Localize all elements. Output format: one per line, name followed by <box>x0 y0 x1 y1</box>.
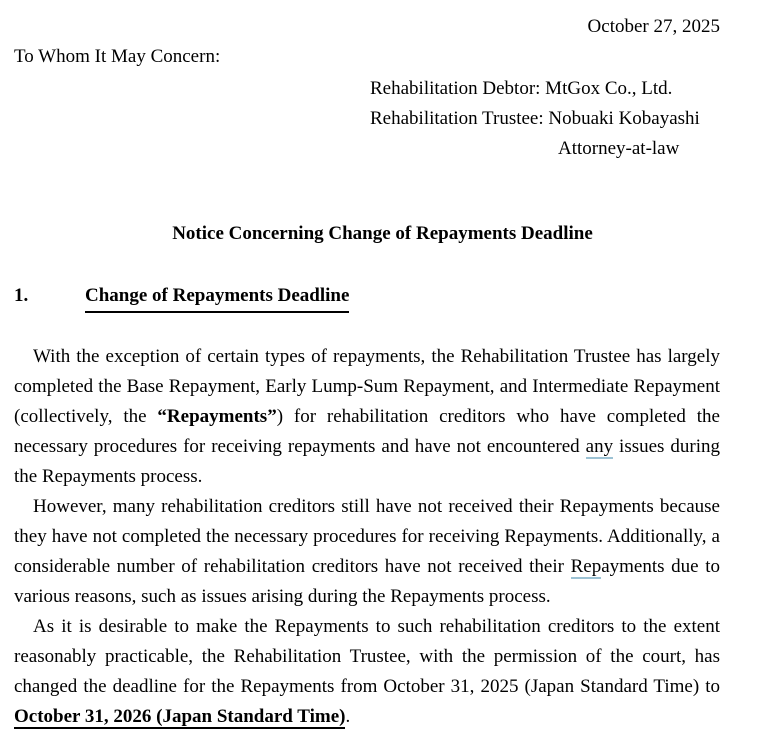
paragraph-1-text: With the exception of certain types of repayments, the Rehabilitation Trustee has largely completed the Base Repayment, Early Lump-Sum Repayment, and Intermediate Repayment (collectively, the <box>14 346 720 427</box>
debtor-line: Rehabilitation Debtor: MtGox Co., Ltd. <box>370 78 673 99</box>
paragraph-3-text: . <box>345 706 351 727</box>
section-number: 1. <box>14 285 29 306</box>
paragraph-2-text: However, many rehabilitation creditors still have not received their Repayments because they have not completed the necessary procedures for receiving Repayments. Additionally, a considerable number of rehabilitation creditors have not received their <box>14 496 720 577</box>
new-deadline-text: October 31, 2026 (Japan Standard Time) <box>14 706 346 727</box>
repayments-term: “Repayments” <box>157 406 277 427</box>
paragraph-2 <box>14 492 720 612</box>
body-text <box>14 342 720 732</box>
paragraph-2-text: ayments due to various reasons, such as issues arising during the Repayments process. <box>14 556 721 607</box>
document-title: Notice Concerning Change of Repayments Deadline <box>172 223 593 244</box>
grammar-flagged-word: any <box>585 436 614 457</box>
paragraph-3 <box>14 612 720 732</box>
trustee-line: Rehabilitation Trustee: Nobuaki Kobayashi <box>370 108 700 129</box>
document-date: October 27, 2025 <box>587 16 720 37</box>
section-heading-row <box>14 281 720 313</box>
party-block <box>370 74 720 164</box>
trustee-title: Attorney-at-law <box>558 138 680 159</box>
salutation: To Whom It May Concern: <box>14 46 221 67</box>
paragraph-1-text: issues during the Repayments process. <box>14 436 721 487</box>
paragraph-1-text: ) for rehabilitation creditors who have completed the necessary procedures for receiving repayments and have not encountered <box>14 406 720 457</box>
paragraph-3-text: As it is desirable to make the Repayments to such rehabilitation creditors to the extent reasonably practicable, the Rehabilitation Trustee, with the permission of the court, has changed the deadline for the Repayments from October 31, 2025 (Japan Standard Time) to <box>14 616 720 697</box>
section-heading: Change of Repayments Deadline <box>85 281 349 313</box>
paragraph-1 <box>14 342 720 492</box>
grammar-flagged-word: Rep <box>570 556 602 577</box>
